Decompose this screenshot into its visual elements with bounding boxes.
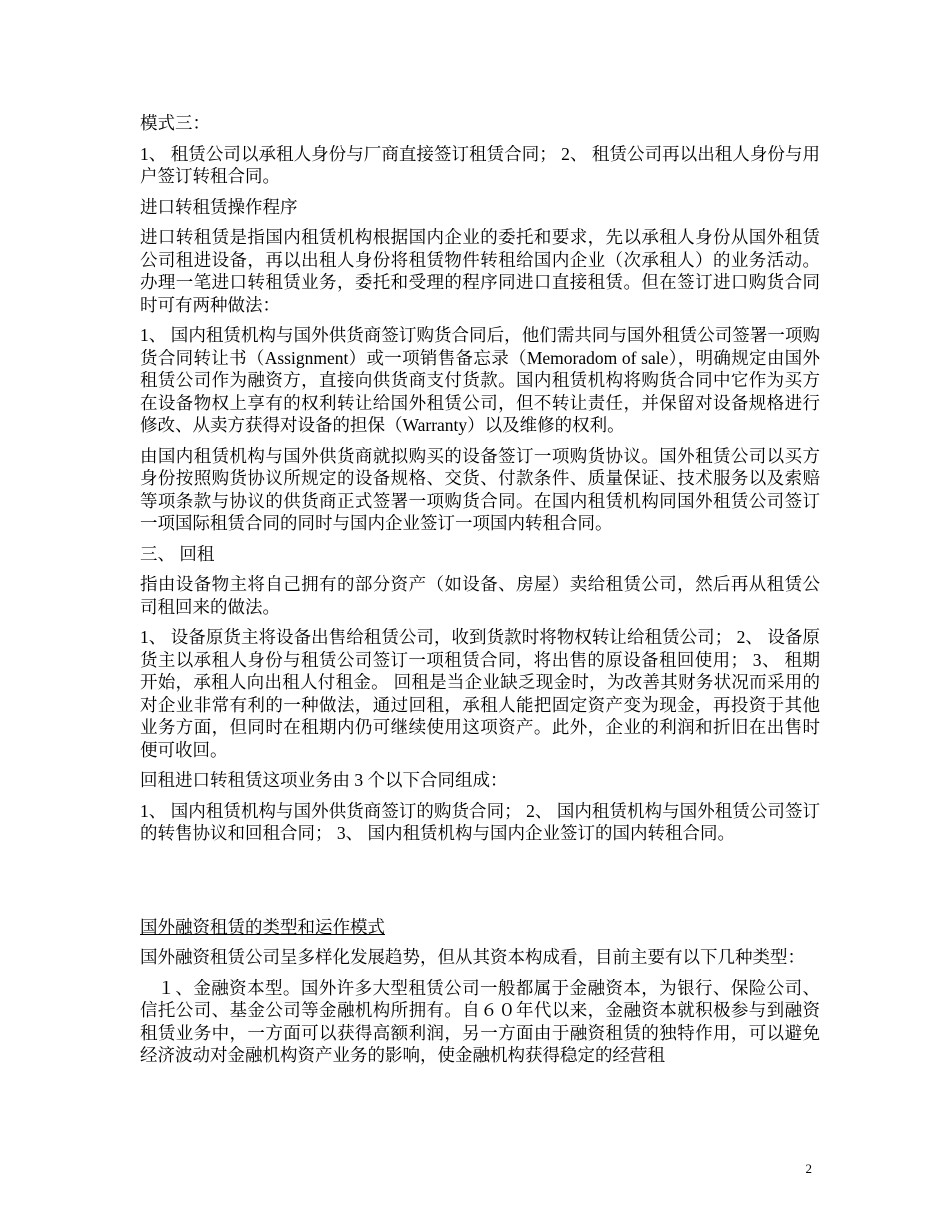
purchase-method-two: 由国内租赁机构与国外供货商就拟购买的设备签订一项购货协议。国外租赁公司以买方身份按照购货协议所规定的设备规格、交货、付款条件、质量保证、技术服务以及索赔等项条款与协议的供货商正式签署一项购货合同。在国内租赁机构同国外租赁公司签订一项国际租赁合同的同时与国内企业签订一项国内转租合同。 (140, 445, 820, 533)
mode-three-steps: 1、 租赁公司以承租人身份与厂商直接签订租赁合同； 2、 租赁公司再以出租人身份与用户签订转租合同。 (140, 143, 820, 186)
purchase-method-one: 1、 国内租赁机构与国外供货商签订购货合同后，他们需共同与国外租赁公司签署一项购货合同转让书（Assignment）或一项销售备忘录（Memoradom of sale），明确规定由国外租赁公司作为融资方，直接向供货商支付货款。国内租赁机构将购货合同中它作为买方在设备物权上享有的权利转让给国外租赁公司，但不转让责任，并保留对设备规格进行修改、从卖方获得对设备的担保（Warranty）以及维修的权利。 (140, 325, 820, 435)
financial-capital-type: １、金融资本型。国外许多大型租赁公司一般都属于金融资本，为银行、保险公司、信托公司、基金公司等金融机构所拥有。自６０年代以来，金融资本就积极参与到融资租赁业务中，一方面可以获得高额利润，另一方面由于融资租赁的独特作用，可以避免经济波动对金融机构资产业务的影响，使金融机构获得稳定的经营租 (140, 977, 820, 1065)
leaseback-contracts-intro: 回租进口转租赁这项业务由 3 个以下合同组成： (140, 770, 508, 790)
import-sublease-procedure-title: 进口转租赁操作程序 (140, 196, 298, 217)
leaseback-steps: 1、 设备原货主将设备出售给租赁公司，收到货款时将物权转让给租赁公司； 2、 设备原货主以承租人身份与租赁公司签订一项租赁合同，将出售的原设备租回使用； 3、 租期开始，承租人向出租人付租金。 回租是当企业缺乏现金时，为改善其财务状况而采用的对企业非常有利的一种做法，通过回租，承租人能把固定资产变为现金，再投资于其他业务方面，但同时在租期内仍可继续使用这项资产。此外，企业的利润和折旧在出售时便可收回。 (140, 627, 820, 760)
mode-three-label: 模式三： (140, 113, 210, 133)
page-number: 2 (805, 1161, 812, 1176)
import-sublease-definition: 进口转租赁是指国内租赁机构根据国内企业的委托和要求，先以承租人身份从国外租赁公司租进设备，再以出租人身份将租赁物件转租给国内企业（次承租人）的业务活动。 办理一笔进口转租赁业务，委托和受理的程序同进口直接租赁。但在签订进口购货合同时可有两种做法： (140, 227, 820, 315)
leaseback-heading: 三、 回租 (140, 543, 215, 564)
section-spacer (140, 853, 820, 916)
document-body (140, 112, 820, 1075)
leaseback-contracts-list: 1、 国内租赁机构与国外供货商签订的购货合同； 2、 国内租赁机构与国外租赁公司签订的转售协议和回租合同； 3、 国内租赁机构与国内企业签订的国内转租合同。 (140, 800, 820, 843)
leaseback-definition: 指由设备物主将自己拥有的部分资产（如设备、房屋）卖给租赁公司，然后再从租赁公司租回来的做法。 (140, 574, 820, 617)
section-intro: 国外融资租赁公司呈多样化发展趋势，但从其资本构成看，目前主要有以下几种类型： (140, 947, 805, 967)
section-heading: 国外融资租赁的类型和运作模式 (140, 916, 385, 937)
